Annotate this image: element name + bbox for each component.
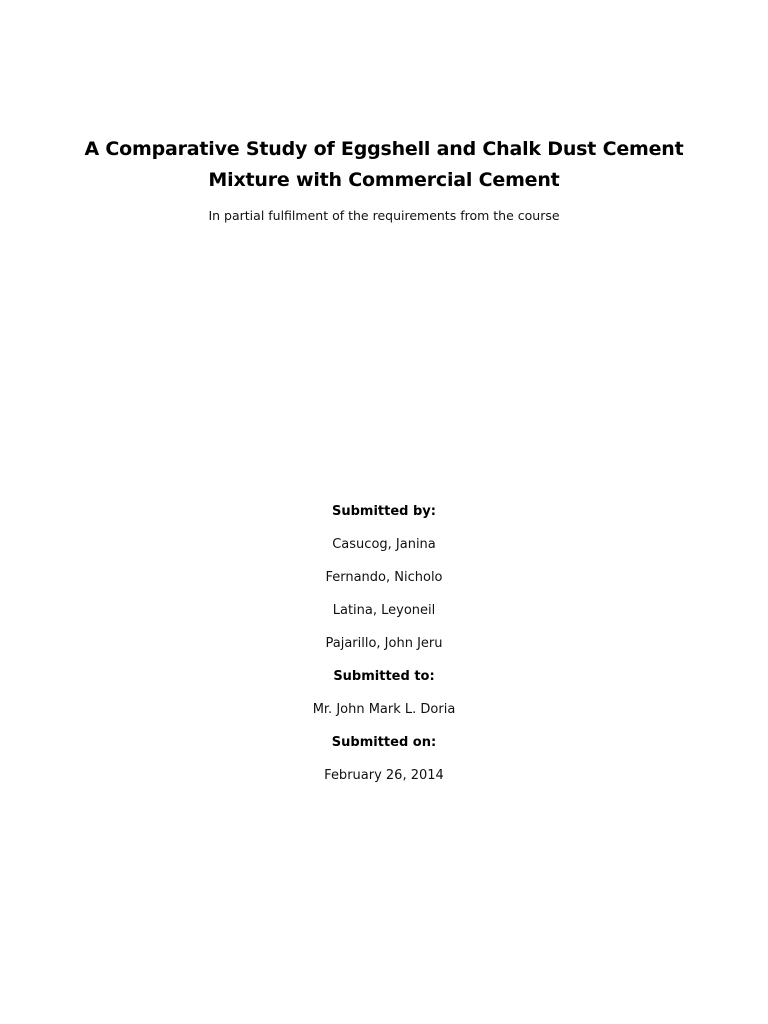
author-name: Latina, Leyoneil <box>332 603 436 618</box>
title-line-1: A Comparative Study of Eggshell and Chalk Dust Cement <box>84 138 684 160</box>
document-subtitle: In partial fulfilment of the requirements from the course <box>208 208 560 223</box>
submitted-to-name: Mr. John Mark L. Doria <box>312 702 456 717</box>
author-name: Pajarillo, John Jeru <box>325 636 443 651</box>
submitted-on-date: February 26, 2014 <box>324 768 444 783</box>
document-title <box>60 134 708 196</box>
author-name: Fernando, Nicholo <box>325 570 443 585</box>
submitted-by-label: Submitted by: <box>332 504 436 519</box>
author-name: Casucog, Janina <box>332 537 436 552</box>
submission-details <box>100 502 668 799</box>
title-line-2: Mixture with Commercial Cement <box>208 169 560 191</box>
submitted-on-label: Submitted on: <box>331 735 437 750</box>
submitted-to-label: Submitted to: <box>333 669 435 684</box>
